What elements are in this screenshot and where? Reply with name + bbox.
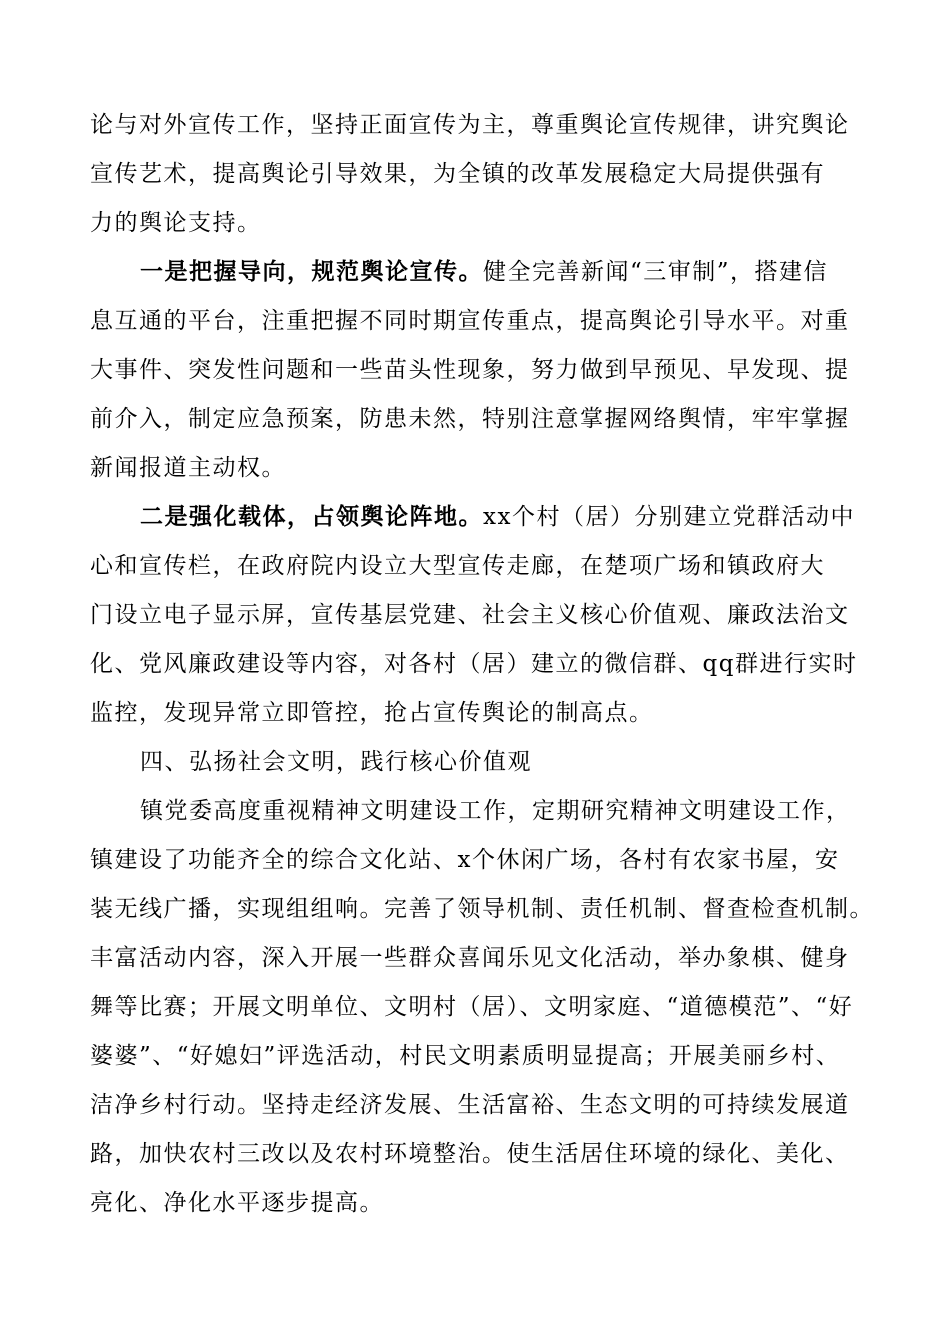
paragraph-line: 丰富活动内容，深入开展一些群众喜闻乐见文化活动，举办象棋、健身 — [90, 945, 850, 971]
paragraph-line — [90, 248, 870, 297]
document-body — [90, 101, 874, 1228]
paragraph-line: 镇党委高度重视精神文明建设工作，定期研究精神文明建设工作， — [140, 798, 851, 824]
paragraph-line: 婆婆”、“好媳妇”评选活动，村民文明素质明显提高；开展美丽乡村、 — [90, 1043, 841, 1069]
paragraph-line: 大事件、突发性问题和一些苗头性现象，努力做到早预见、早发现、提 — [90, 357, 850, 383]
paragraph-line: 装无线广播，实现组组响。完善了领导机制、责任机制、督查检查机制。 — [90, 896, 874, 922]
paragraph-line: 前介入，制定应急预案，防患未然，特别注意掌握网络舆情，牢牢掌握 — [90, 406, 850, 432]
paragraph-line: 论与对外宣传工作，坚持正面宣传为主，尊重舆论宣传规律，讲究舆论 — [90, 112, 850, 138]
paragraph-text: xx个村（居）分别建立党群活动中 — [483, 504, 855, 530]
paragraph-line: 监控，发现异常立即管控，抢占宣传舆论的制高点。 — [90, 700, 654, 726]
paragraph-line: 新闻报道主动权。 — [90, 455, 286, 481]
paragraph-line: 力的舆论支持。 — [90, 210, 262, 236]
paragraph-line: 心和宣传栏，在政府院内设立大型宣传走廊，在楚项广场和镇政府大 — [90, 553, 825, 579]
paragraph-line: 宣传艺术，提高舆论引导效果，为全镇的改革发展稳定大局提供强有 — [90, 161, 825, 187]
paragraph-line: 舞等比赛；开展文明单位、文明村（居）、文明家庭、“道德模范”、“好 — [90, 994, 854, 1020]
paragraph-line: 镇建设了功能齐全的综合文化站、x个休闲广场，各村有农家书屋，安 — [90, 847, 840, 873]
paragraph-line: 洁净乡村行动。坚持走经济发展、生活富裕、生态文明的可持续发展道 — [90, 1092, 850, 1118]
paragraph-line: 息互通的平台，注重把握不同时期宣传重点，提高舆论引导水平。对重 — [90, 308, 850, 334]
bold-lead-heading: 一是把握导向，规范舆论宣传。 — [140, 259, 483, 285]
paragraph-line: 化、党风廉政建设等内容，对各村（居）建立的微信群、qq群进行实时 — [90, 651, 858, 677]
paragraph-line — [90, 493, 870, 542]
paragraph-text: 健全完善新闻“三审制”，搭建信 — [483, 259, 829, 285]
paragraph-line: 亮化、净化水平逐步提高。 — [90, 1190, 384, 1216]
section-heading: 四、弘扬社会文明，践行核心价值观 — [140, 749, 532, 775]
paragraph-line: 门设立电子显示屏，宣传基层党建、社会主义核心价值观、廉政法治文 — [90, 602, 850, 628]
bold-lead-heading: 二是强化载体，占领舆论阵地。 — [140, 504, 483, 530]
paragraph-line: 路，加快农村三改以及农村环境整治。使生活居住环境的绿化、美化、 — [90, 1141, 850, 1167]
